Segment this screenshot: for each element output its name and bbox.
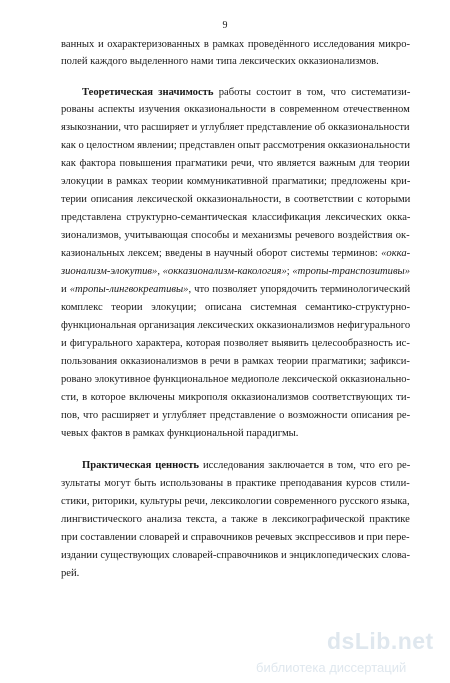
term-italic: «тропы-транспозитивы»	[292, 266, 411, 277]
heading-theoretical-significance: Теоретическая значимость	[82, 87, 214, 98]
text-fragment: работы состоит в том, что систематизи-	[218, 87, 411, 98]
text-fragment: и	[61, 284, 70, 295]
term-italic: «тропы-лингвокреативы»	[69, 284, 189, 295]
text-line	[61, 264, 410, 280]
text-line: языкознании, что расширяет и углубляет представление об окказиональности	[61, 122, 410, 133]
text-line	[82, 85, 410, 101]
text-line: при составлении словарей и справочников речевых экспрессивов и при пере-	[61, 532, 410, 543]
text-fragment: ;	[286, 266, 293, 277]
text-line: функциональная организация лексических окказионализмов нефигурального	[61, 320, 411, 331]
term-italic: «окказионализм-какология»	[162, 266, 287, 277]
text-line: зионализмов, учитывающая способы и механизмы речевого воздействия ок-	[61, 230, 410, 241]
text-line: лингвистического анализа текста, а также в лексикографической практике	[61, 514, 410, 525]
text-line: ровано элокутивное функциональное медиополе лексической окказионально-	[61, 374, 411, 385]
text-line: полей каждого выделенного нами типа лексических окказионализмов.	[61, 56, 379, 67]
text-line: сти, в которое включены микрополя окказионализмов соответствующих ти-	[61, 392, 411, 403]
text-line: пов, что расширяет и углубляет представление о возможности описания ре-	[61, 410, 411, 421]
text-line: как фактора повышения прагматики речи, что является важным для теории	[61, 158, 410, 169]
text-line	[82, 458, 410, 474]
text-line: представлена структурно-семантическая классификация лексических окка-	[61, 212, 411, 223]
text-line: терии описания лексической окказиональности, в соответствии с которыми	[61, 194, 411, 205]
watermark-subtitle: библиотека диссертаций	[256, 660, 407, 675]
text-fragment: казиональных лексем; введены в научный оборот системы терминов:	[61, 248, 382, 259]
text-line: издании существующих словарей-справочников и энциклопедических слова-	[61, 550, 410, 561]
text-line	[61, 282, 410, 298]
text-line	[61, 246, 410, 262]
text-line: комплекс теории элокуции; описана системная семантико-структурно-	[61, 302, 411, 313]
text-fragment: ,	[157, 266, 163, 277]
text-fragment: исследования заключается в том, что его ре-	[202, 460, 411, 471]
text-line: и фигурального характера, которая позволяет выявить целесообразность ис-	[61, 338, 410, 349]
text-fragment: , что позволяет упорядочить терминологический	[188, 284, 411, 295]
text-line: зультаты могут быть использованы в практике преподавания курсов стили-	[61, 478, 410, 489]
text-line: стики, риторики, культуры речи, лексикологии современного русского языка,	[61, 496, 410, 507]
text-line: пользования окказионализмов в речи в рамках теории прагматики; зафикси-	[61, 356, 410, 367]
text-line: как о целостном явлении; представлен опыт рассмотрения окказиональности	[61, 140, 411, 151]
text-line: рей.	[61, 568, 80, 579]
text-line: рованы аспекты изучения окказиональности в современном отечественном	[61, 104, 410, 115]
term-italic: зионализм-элокутив»	[61, 266, 158, 277]
term-italic: «окка-	[381, 248, 411, 259]
heading-practical-value: Практическая ценность	[82, 460, 200, 471]
watermark-logo: dsLib.net	[327, 628, 434, 654]
text-line: чевых фактов в рамках функциональной парадигмы.	[61, 428, 299, 439]
text-line: ванных и охарактеризованных в рамках проведённого исследования микро-	[61, 39, 411, 50]
text-line: элокуции в рамках теории коммуникативной прагматики; предложены кри-	[61, 176, 411, 187]
page-number: 9	[222, 20, 228, 31]
